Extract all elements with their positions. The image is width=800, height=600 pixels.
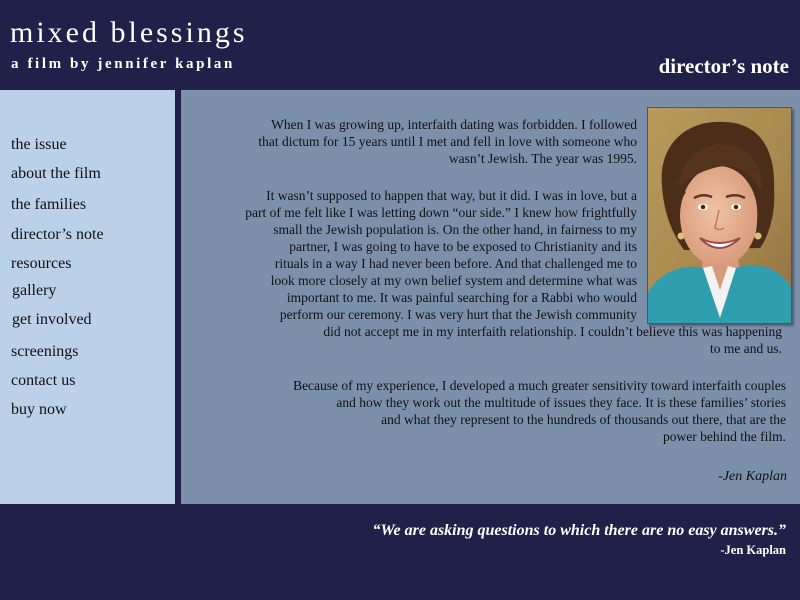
nav-item-the-families[interactable]: the families xyxy=(11,196,87,213)
paragraph-3-line-4: power behind the film. xyxy=(663,429,786,444)
site-header xyxy=(0,0,800,90)
nav-item-buy-now[interactable]: buy now xyxy=(11,401,67,418)
nav-item-gallery[interactable]: gallery xyxy=(12,282,57,299)
paragraph-1-line-1: When I was growing up, interfaith dating was forbidden. I followed xyxy=(271,117,637,132)
sidebar-nav xyxy=(0,90,175,504)
nav-item-resources[interactable]: resources xyxy=(11,255,72,272)
nav-item-directors-note[interactable]: director’s note xyxy=(11,226,104,243)
paragraph-3-line-1: Because of my experience, I developed a much greater sensitivity toward interfaith couples xyxy=(293,378,786,393)
paragraph-2-line-6: look more closely at my own belief system and determine what was xyxy=(270,273,637,288)
paragraph-1-line-2: that dictum for 15 years until I met and fell in love with someone who xyxy=(258,134,637,149)
signature: -Jen Kaplan xyxy=(718,469,787,484)
director-portrait-photo xyxy=(647,107,792,324)
nav-item-screenings[interactable]: screenings xyxy=(11,343,79,360)
footer-quote: “We are asking questions to which there are no easy answers.” xyxy=(372,522,786,539)
paragraph-2-line-4: partner, I was going to have to be exposed to Christianity and its xyxy=(289,239,637,254)
paragraph-2-line-10: to me and us. xyxy=(710,341,782,356)
paragraph-3-line-3: and what they represent to the hundreds of thousands out there, that are the xyxy=(381,412,786,427)
paragraph-2-line-1: It wasn’t supposed to happen that way, but it did. I was in love, but a xyxy=(266,188,637,203)
nav-item-contact-us[interactable]: contact us xyxy=(11,372,76,389)
site-title[interactable]: mixed blessings xyxy=(10,16,248,49)
footer-quote-attribution: -Jen Kaplan xyxy=(720,543,786,557)
paragraph-1-line-3: wasn’t Jewish. The year was 1995. xyxy=(448,151,637,166)
nav-item-the-issue[interactable]: the issue xyxy=(11,136,67,153)
site-subtitle: a film by jennifer kaplan xyxy=(11,56,235,72)
paragraph-2-line-5: rituals in a way I had never been before. And that challenged me to xyxy=(274,256,637,271)
paragraph-3-line-2: and how they work out the multitude of issues they face. It is these families’ stories xyxy=(336,395,786,410)
paragraph-2-line-3: small the Jewish population is. On the other hand, in fairness to my xyxy=(273,222,637,237)
nav-item-get-involved[interactable]: get involved xyxy=(12,311,92,328)
paragraph-2-line-7: important to me. It was painful searching for a Rabbi who would xyxy=(286,290,637,305)
nav-item-about-the-film[interactable]: about the film xyxy=(11,165,101,182)
paragraph-2-line-2: part of me felt like I was letting down “our side.” I knew how frightfully xyxy=(245,205,637,220)
paragraph-2-line-8: perform our ceremony. I was very hurt that the Jewish community xyxy=(279,307,637,322)
page-title: director’s note xyxy=(658,54,789,78)
paragraph-2-line-9: did not accept me in my interfaith relationship. I couldn’t believe this was happening xyxy=(323,324,782,339)
